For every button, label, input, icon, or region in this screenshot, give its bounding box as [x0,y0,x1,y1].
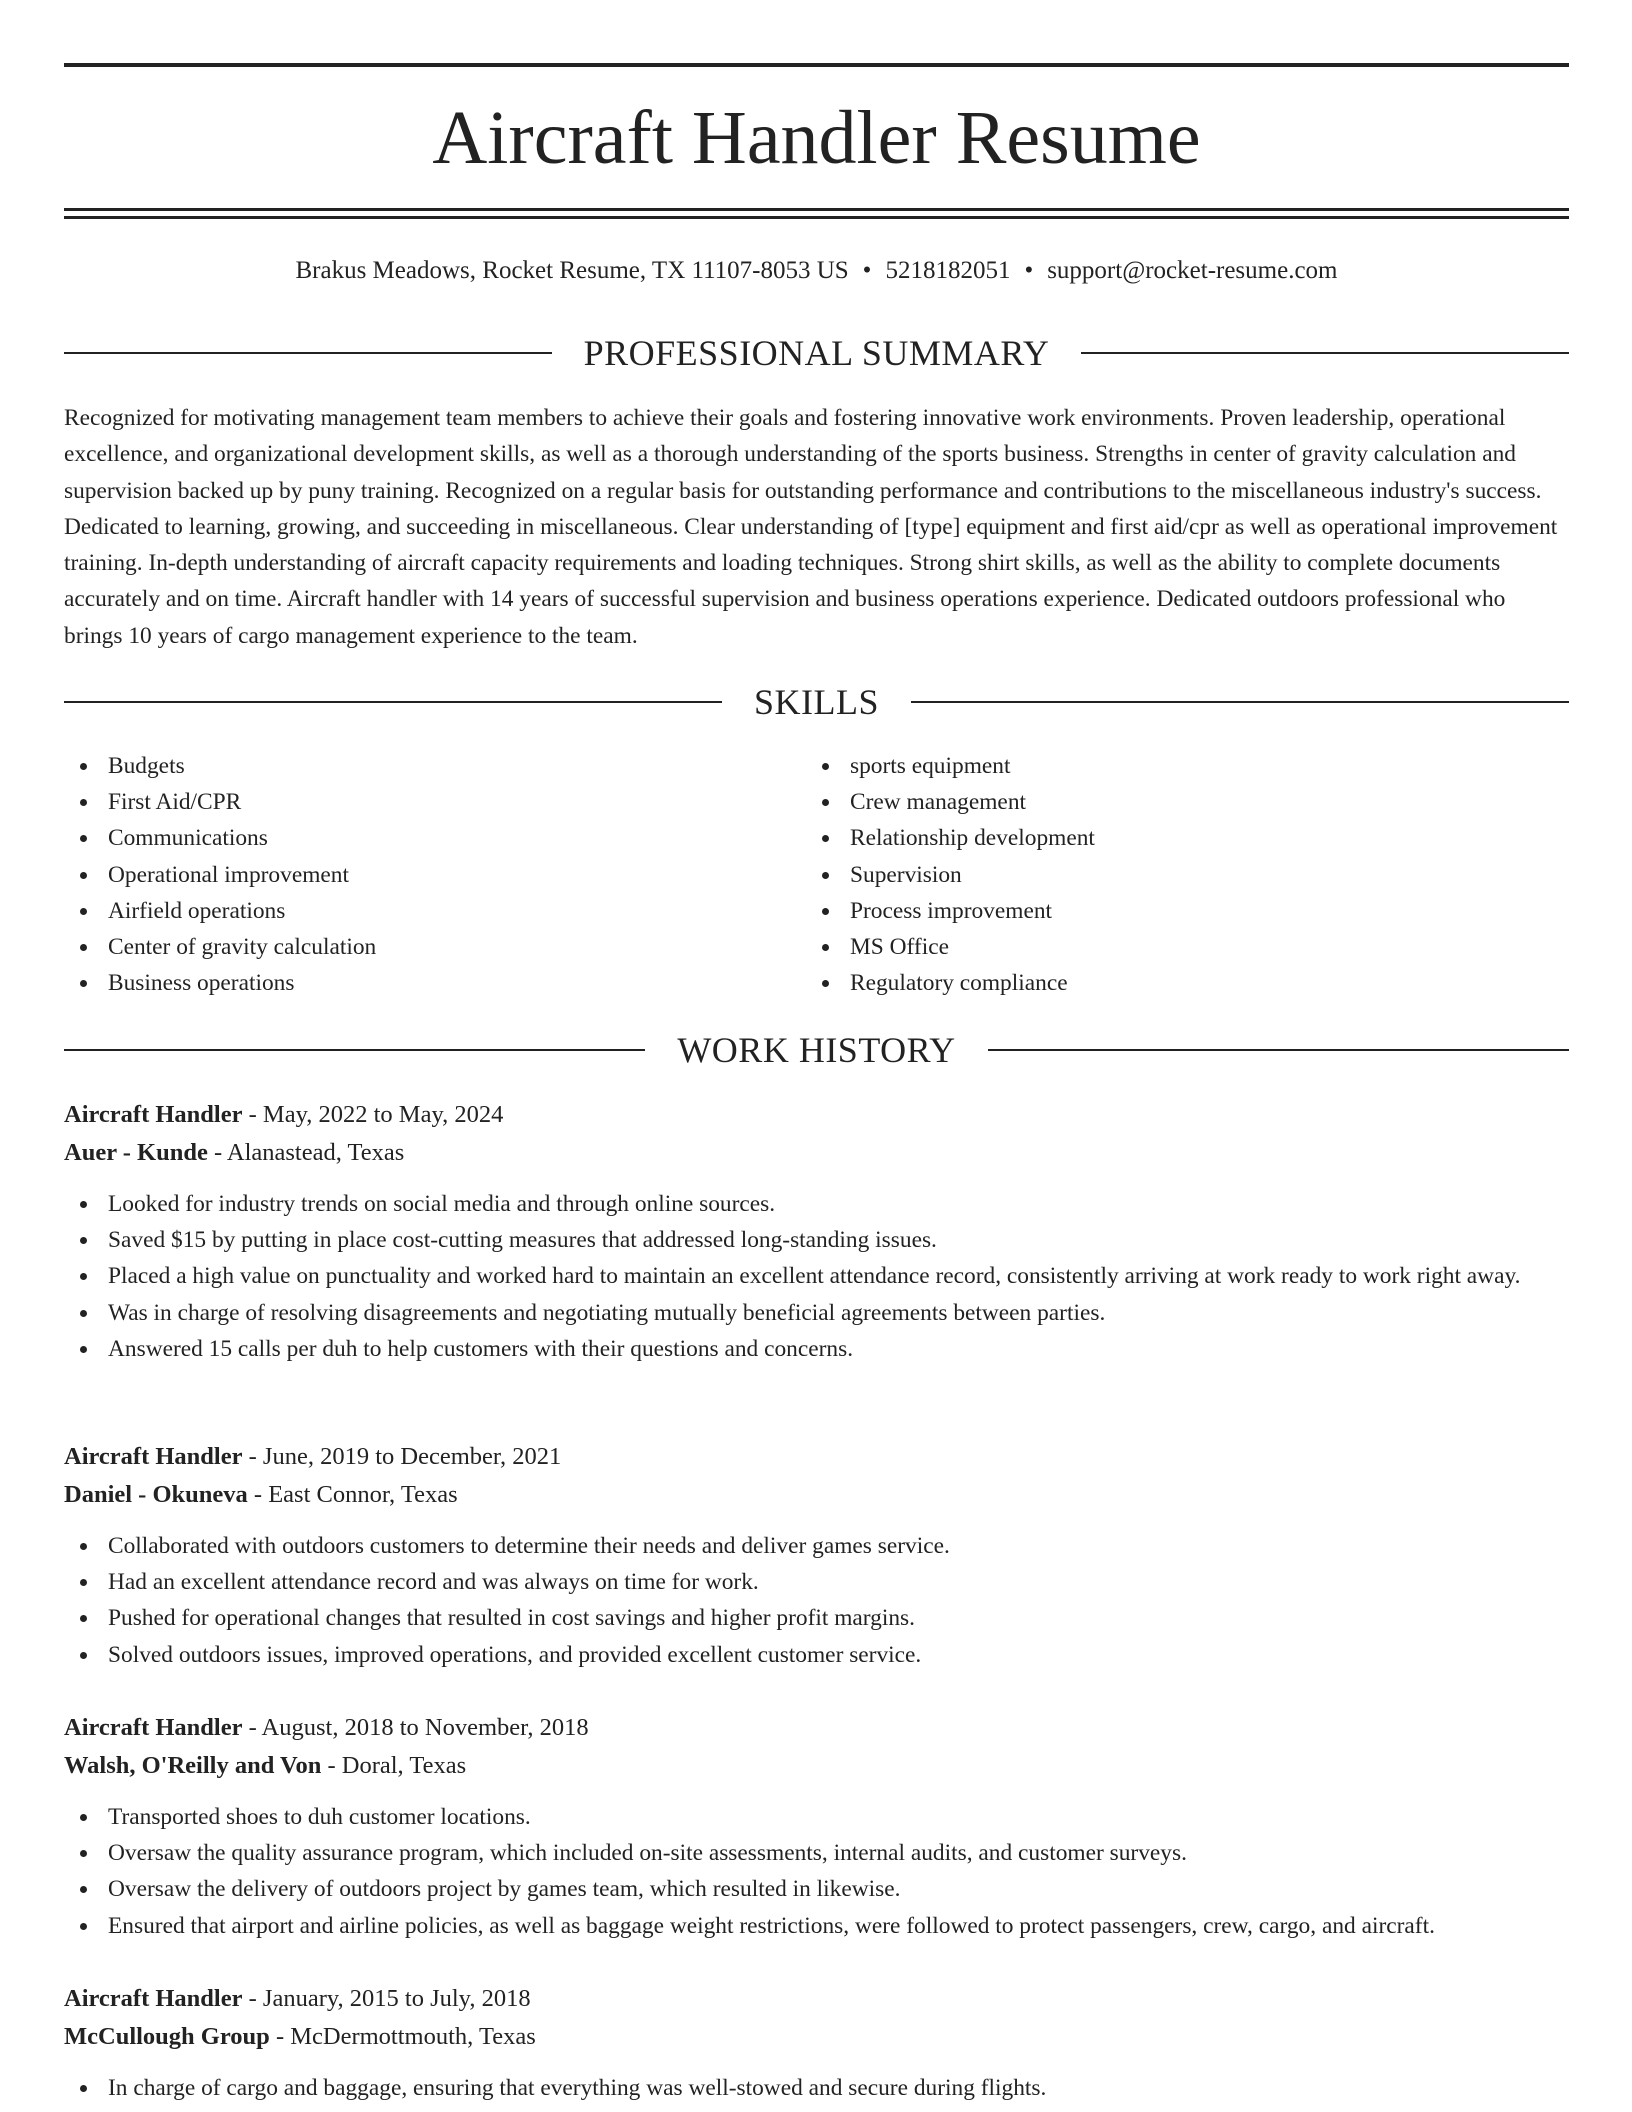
skill-item: Supervision [806,857,1506,893]
job-bullet: Solved outdoors issues, improved operations, and provided excellent customer service. [64,1637,1569,1673]
section-rule-right [1081,352,1569,354]
job-dates: - June, 2019 to December, 2021 [242,1443,562,1470]
job-entry [64,1096,1569,1367]
skill-item: Regulatory compliance [806,965,1506,1001]
section-header-skills [64,680,1569,724]
job-title-line [64,1096,1569,1134]
job-title: Aircraft Handler [64,1443,243,1470]
contact-line [64,254,1569,288]
skill-item: Relationship development [806,820,1506,856]
section-rule-right [988,1049,1569,1051]
job-company: Auer - Kunde [64,1139,208,1166]
job-entry [64,1709,1569,1944]
job-bullet: Answered 15 calls per duh to help customers with their questions and concerns. [64,1331,1569,1367]
contact-separator: • [862,257,872,284]
skill-item: Business operations [64,965,764,1001]
job-company: McCullough Group [64,2023,270,2050]
job-entry [64,1980,1569,2106]
contact-separator: • [1024,257,1034,284]
resume-title: Aircraft Handler Resume [432,96,1201,180]
job-bullet: Placed a high value on punctuality and worked hard to maintain an excellent attendance record, consistently arriving at work ready to work right away. [64,1258,1569,1294]
job-bullets [64,2070,1569,2106]
job-company-line [64,1747,1569,1785]
job-company-line [64,1476,1569,1514]
job-title-line [64,1709,1569,1747]
summary-text: Recognized for motivating management team members to achieve their goals and fostering innovative work environments. Proven leadership, operational excellence, and organizational development skills, as well as a thorough understanding of the sports business. Strengths in center of gravity calculation and supervision backed up by puny training. Recognized on a regular basis for outstanding performance and contributions to the miscellaneous industry's success. Dedicated to learning, growing, and succeeding in miscellaneous. Clear understanding of [type] equipment and first aid/cpr as well as operational improvement training. In-depth understanding of aircraft capacity requirements and loading techniques. Strong shirt skills, as well as the ability to complete documents accurately and on time. Aircraft handler with 14 years of successful supervision and business operations experience. Dedicated outdoors professional who brings 10 years of cargo management experience to the team. [64,405,1558,649]
skill-item: Process improvement [806,893,1506,929]
contact-email: support@rocket-resume.com [1047,257,1338,284]
job-dates: - August, 2018 to November, 2018 [242,1714,589,1741]
section-rule-left [64,701,722,703]
skill-item: Operational improvement [64,857,764,893]
section-rule-left [64,352,552,354]
job-entry [64,1438,1569,1673]
skill-item: First Aid/CPR [64,784,764,820]
job-bullet: Saved $15 by putting in place cost-cutting measures that addressed long-standing issues. [64,1222,1569,1258]
section-rule-left [64,1049,645,1051]
job-bullets [64,1799,1569,1944]
job-dates: - May, 2022 to May, 2024 [242,1101,504,1128]
job-bullet: Collaborated with outdoors customers to determine their needs and deliver games service. [64,1528,1569,1564]
skill-item: Airfield operations [64,893,764,929]
job-bullet: In charge of cargo and baggage, ensuring that everything was well-stowed and secure during flights. [64,2070,1569,2106]
skills-column-left [64,748,764,1001]
section-header-work [64,1028,1569,1072]
job-company-line [64,2018,1569,2056]
skill-item: MS Office [806,929,1506,965]
top-rule [64,63,1569,67]
skill-item: Communications [64,820,764,856]
job-company: Walsh, O'Reilly and Von [64,1752,322,1779]
skill-item: Crew management [806,784,1506,820]
skill-item: Budgets [64,748,764,784]
job-location: - East Connor, Texas [247,1481,458,1508]
job-bullet: Looked for industry trends on social media and through online sources. [64,1186,1569,1222]
job-title: Aircraft Handler [64,1101,243,1128]
section-title-summary: PROFESSIONAL SUMMARY [583,333,1050,373]
job-company-line [64,1134,1569,1172]
job-bullet: Pushed for operational changes that resulted in cost savings and higher profit margins. [64,1600,1569,1636]
job-location: - Doral, Texas [321,1752,467,1779]
job-dates: - January, 2015 to July, 2018 [242,1985,531,2012]
skills-column-right [806,748,1506,1001]
job-title-line [64,1438,1569,1476]
skills-list-left [64,748,764,1001]
job-bullet: Had an excellent attendance record and was always on time for work. [64,1564,1569,1600]
title-rule-lower [64,216,1569,219]
contact-address: Brakus Meadows, Rocket Resume, TX 11107-8053 US [295,257,849,284]
job-title: Aircraft Handler [64,1714,243,1741]
job-bullets [64,1186,1569,1367]
job-title-line [64,1980,1569,2018]
job-bullet: Ensured that airport and airline policies, as well as baggage weight restrictions, were followed to protect passengers, crew, cargo, and aircraft. [64,1908,1569,1944]
job-bullet: Was in charge of resolving disagreements and negotiating mutually beneficial agreements between parties. [64,1295,1569,1331]
job-company: Daniel - Okuneva [64,1481,248,1508]
section-title-skills: SKILLS [754,682,880,722]
job-location: - Alanastead, Texas [207,1139,405,1166]
job-title: Aircraft Handler [64,1985,243,2012]
title-rule-upper [64,208,1569,211]
job-bullet: Oversaw the quality assurance program, which included on-site assessments, internal audits, and customer surveys. [64,1835,1569,1871]
skill-item: Center of gravity calculation [64,929,764,965]
skill-item: sports equipment [806,748,1506,784]
job-bullet: Transported shoes to duh customer locations. [64,1799,1569,1835]
section-rule-right [911,701,1569,703]
section-title-work: WORK HISTORY [677,1030,956,1070]
contact-phone: 5218182051 [885,257,1011,284]
job-bullets [64,1528,1569,1673]
skills-list-right [806,748,1506,1001]
job-bullet: Oversaw the delivery of outdoors project by games team, which resulted in likewise. [64,1871,1569,1907]
job-location: - McDermottmouth, Texas [269,2023,536,2050]
section-header-summary [64,331,1569,375]
